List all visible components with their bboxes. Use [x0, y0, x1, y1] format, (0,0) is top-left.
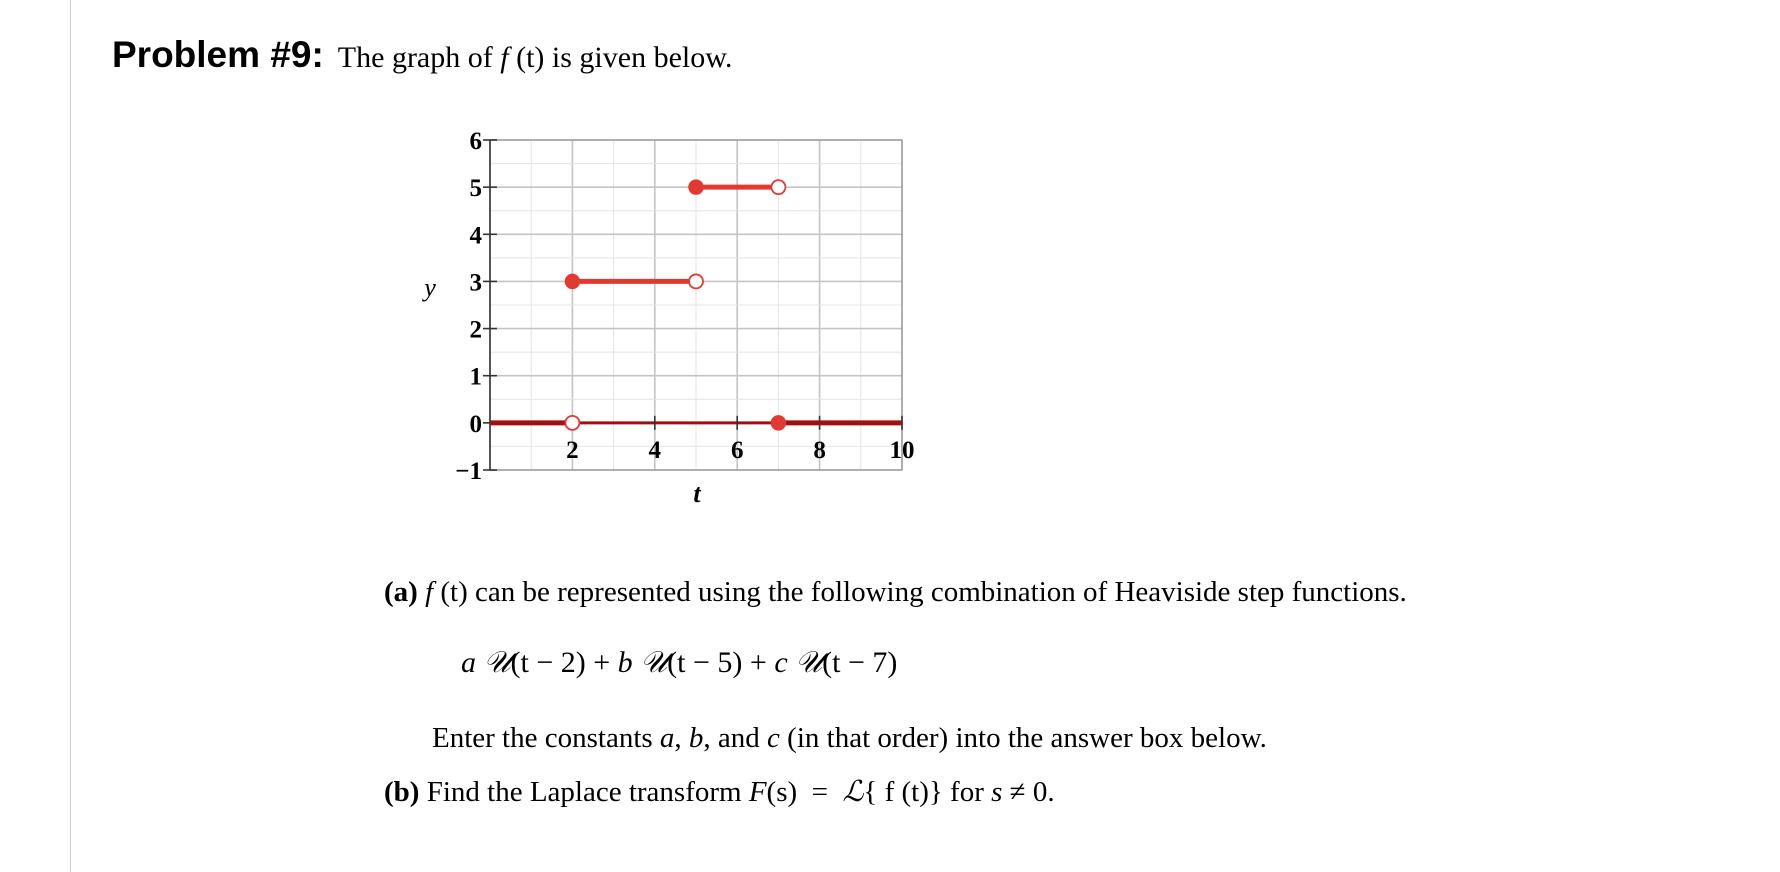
closed-endpoint [771, 416, 785, 430]
y-tick-label: 3 [469, 269, 482, 297]
problem-intro: The graph of f (t) is given below. [337, 41, 733, 74]
problem-label: Problem #9: [112, 34, 324, 75]
heaviside-formula: a 𝒰(t − 2) + b 𝒰(t − 5) + c 𝒰(t − 7) [461, 645, 898, 680]
y-tick-label: 1 [469, 363, 482, 391]
y-tick-label: 5 [469, 175, 482, 203]
step-function-chart [400, 118, 940, 518]
y-tick-label: 6 [469, 128, 482, 155]
open-endpoint [565, 416, 579, 430]
part-a-label: (a) [384, 576, 418, 608]
x-tick-label: 6 [730, 436, 744, 464]
part-b-label: (b) [384, 776, 420, 808]
instruction-text: Enter the constants a, b, and c (in that order) into the answer box below. [432, 722, 1267, 754]
x-tick-label: 4 [648, 436, 662, 464]
open-endpoint [771, 180, 785, 194]
closed-endpoint [565, 274, 579, 288]
y-tick-label: 2 [469, 316, 482, 344]
x-tick-label: 2 [566, 436, 579, 464]
x-tick-label: 8 [813, 436, 826, 464]
y-tick-label: −1 [455, 458, 482, 485]
page-divider [70, 0, 71, 872]
part-b: (b) Find the Laplace transform F(s) = ℒ{ f (t)} for s ≠ 0. [384, 776, 1055, 808]
y-axis-label: y [424, 273, 436, 302]
chart-ticks [455, 128, 914, 485]
open-endpoint [689, 274, 703, 288]
part-a: (a) f (t) can be represented using the following combination of Heaviside step functions. [384, 576, 1407, 608]
x-tick-label: 10 [889, 436, 915, 464]
closed-endpoint [689, 180, 703, 194]
x-axis-label: t [693, 479, 701, 508]
y-tick-label: 4 [469, 222, 482, 250]
y-tick-label: 0 [469, 410, 482, 438]
problem-header [112, 34, 732, 76]
